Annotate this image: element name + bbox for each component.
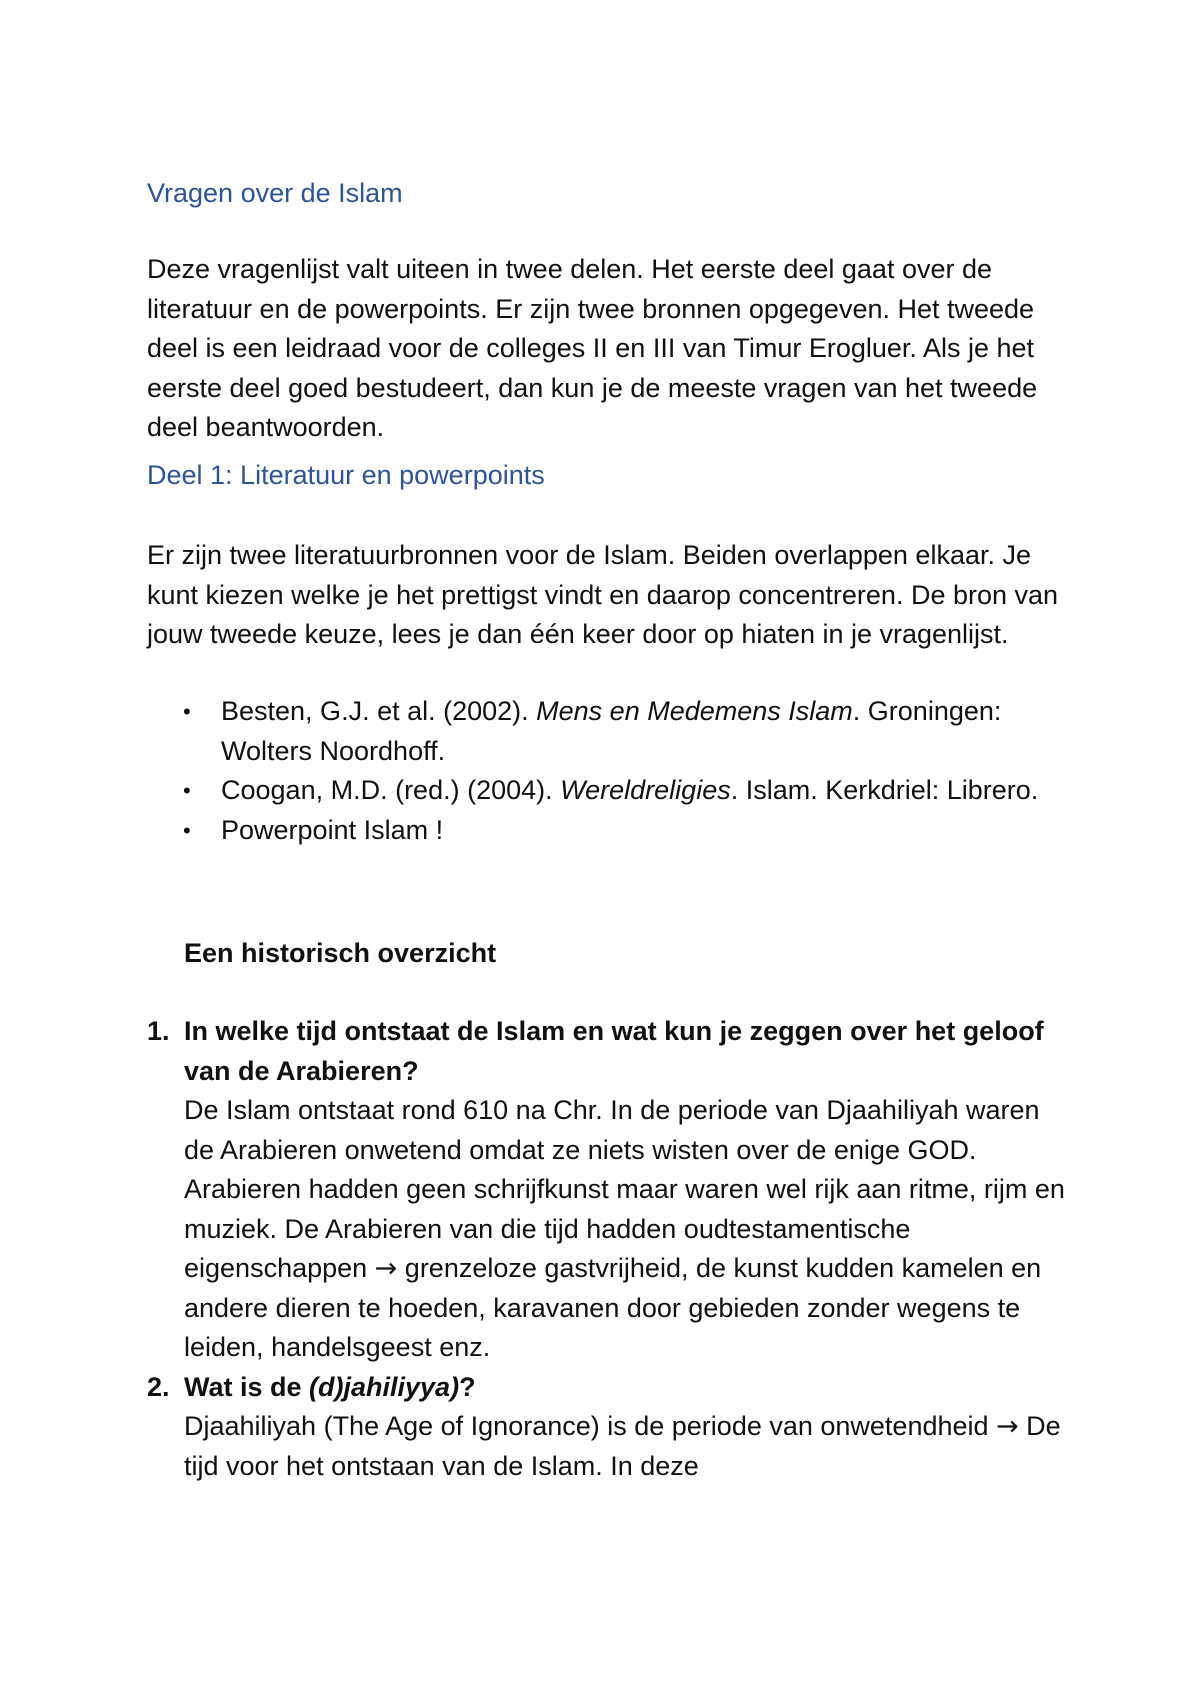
question-number: 2. — [147, 1371, 170, 1402]
question-item — [147, 1368, 1067, 1487]
question-list — [147, 1012, 1067, 1486]
list-item: • Coogan, M.D. (red.) (2004). Wereldreligies. Islam. Kerkdriel: Librero. — [147, 771, 1087, 811]
question-text: In welke tijd ontstaat de Islam en wat kun je zeggen over het geloof van de Arabieren? — [184, 1016, 1044, 1086]
question-number: 1. — [147, 1016, 170, 1046]
arrow-right-icon: → — [374, 1253, 398, 1284]
bullet-icon: • — [183, 699, 191, 724]
book-title: Wereldreligies — [560, 775, 731, 805]
question-item — [147, 1012, 1067, 1368]
document-title: Vragen over de Islam — [147, 178, 403, 208]
arrow-right-icon: → — [996, 1411, 1019, 1442]
answer-text: Djaahiliyah (The Age of Ignorance) is de periode van onwetendheid → De tijd voor het ontstaan van de Islam. In deze — [184, 1411, 1061, 1481]
bullet-icon: • — [183, 817, 191, 843]
bullet-icon: • — [183, 778, 191, 803]
part1-paragraph: Er zijn twee literatuurbronnen voor de Islam. Beiden overlappen elkaar. Je kunt kiezen welke je het prettigst vindt en daarop concentreren. De bron van jouw tweede keuze, lees je dan één keer door op hiaten in je vragenlijst. — [147, 540, 1059, 649]
list-item: • Besten, G.J. et al. (2002). Mens en Medemens Islam. Groningen: Wolters Noordhoff. — [147, 692, 1087, 771]
source-list — [147, 692, 1087, 850]
intro-paragraph: Deze vragenlijst valt uiteen in twee delen. Het eerste deel gaat over de literatuur en de powerpoints. Er zijn twee bronnen opgegeven. Het tweede deel is een leidraad voor de colleges II en III van Timur Erogluer. Als je het eerste deel goed bestudeert, dan kun je de meeste vragen van het tweede deel beantwoorden. — [147, 254, 1038, 442]
list-item: • Powerpoint Islam ! — [147, 811, 1087, 851]
section-subheading: Een historisch overzicht — [184, 938, 497, 968]
part1-heading: Deel 1: Literatuur en powerpoints — [147, 460, 545, 490]
answer-text: De Islam ontstaat rond 610 na Chr. In de periode van Djaahiliyah waren de Arabieren onwetend omdat ze niets wisten over de enige GOD. Arabieren hadden geen schrijfkunst maar waren wel rijk aan ritme, rijm en muziek. De Arabieren van die tijd hadden oudtestamentische eigenschappen → grenzeloze gastvrijheid, de kunst kudden kamelen en andere dieren te hoeden, karavanen door gebieden zonder wegens te leiden, handelsgeest enz. — [184, 1095, 1065, 1362]
question-text: Wat is de (d)jahiliyya)? — [184, 1371, 476, 1402]
book-title: Mens en Medemens Islam — [536, 696, 853, 726]
